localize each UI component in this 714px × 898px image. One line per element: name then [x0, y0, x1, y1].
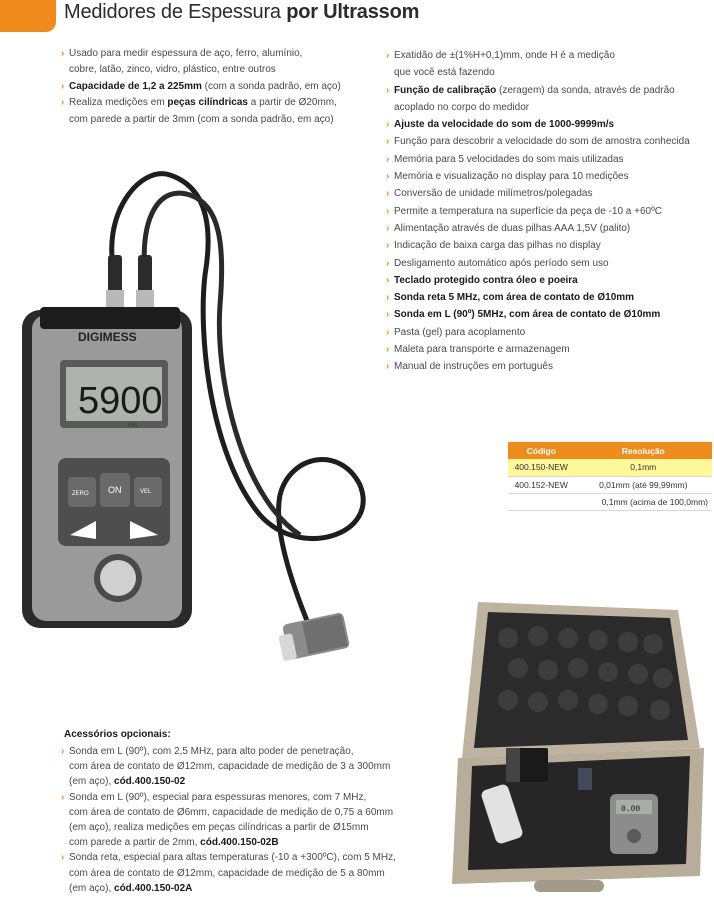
table-cell-resolution: 0,1mm [575, 459, 712, 476]
device-on-button: ON [108, 485, 122, 495]
table-cell-code: 400.150-NEW [508, 459, 575, 476]
table-row [508, 476, 712, 493]
device-zero-button: ZERO [72, 491, 89, 497]
accessories-title: Acessórios opcionais: [64, 729, 171, 740]
carrying-case-image [438, 598, 710, 896]
table-row [508, 493, 712, 510]
table-cell-resolution: 0,01mm (até 99,99mm) [575, 476, 712, 493]
accessories-list [60, 744, 400, 896]
list-item: › Sonda em L (90º), com 2,5 MHz, para alto poder de penetração, com área de contato de Ø12mm, capacidade de medição de 3 a 300mm (em aço), cód.400.150-02 [60, 744, 400, 790]
list-item: › Ajuste da velocidade do som de 1000-9999m/s [385, 116, 705, 133]
device-brand-label: DIGIMESS [78, 330, 137, 344]
list-item: › Sonda em L (90º) 5MHz, com área de contato de Ø10mm [385, 306, 705, 323]
list-item: › Sonda em L (90º), especial para espessuras menores, com 7 MHz, com área de contato de Ø6mm, capacidade de medição de 0,75 a 60mm (em aço), realiza medições em peças cilíndricas a partir de Ø15mm com parede a partir de 2mm, cód.400.150-02B [60, 790, 400, 851]
device-display-value: 5900 [78, 380, 163, 422]
table-cell-resolution: 0,1mm (acima de 100,0mm) [575, 493, 712, 510]
table-header-row [508, 442, 712, 459]
table-cell-code: 400.152-NEW [508, 476, 575, 493]
table-cell-code [508, 493, 575, 510]
list-item: › Sonda reta, especial para altas temperaturas (-10 a +300ºC), com 5 MHz, com área de contato de Ø12mm, capacidade de medição de 5 a 80mm (em aço), cód.400.150-02A [60, 850, 400, 896]
list-item: › Exatidão de ±(1%H+0,1)mm, onde H é a medição que você está fazendo [385, 47, 705, 82]
page-title: Medidores de Espessura por Ultrassom [64, 1, 420, 23]
column-header-code: Código [508, 442, 575, 459]
list-item: › Memória para 5 velocidades do som mais utilizadas [385, 151, 705, 168]
list-item: › Desligamento automático após período sem uso [385, 255, 705, 272]
spec-table [508, 442, 712, 511]
list-item: › Capacidade de 1,2 a 225mm (com a sonda padrão, em aço) [60, 79, 370, 95]
list-item: › Maleta para transporte e armazenagem [385, 341, 705, 358]
features-list-right [385, 47, 705, 376]
case-device-display: 0.00 [621, 805, 641, 814]
list-item: › Indicação de baixa carga das pilhas no display [385, 237, 705, 254]
list-item: › Usado para medir espessura de aço, ferro, alumínio, cobre, latão, zinco, vidro, plástico, entre outros [60, 46, 370, 79]
list-item: › Pasta (gel) para acoplamento [385, 324, 705, 341]
list-item: › Permite a temperatura na superfície da peça de -10 a +60ºC [385, 203, 705, 220]
list-item: › Realiza medições em peças cilíndricas a partir de Ø20mm, com parede a partir de 3mm (com a sonda padrão, em aço) [60, 95, 370, 128]
list-item: › Memória e visualização no display para 10 medições [385, 168, 705, 185]
device-display-unit: m/s [128, 423, 138, 429]
list-item: › Função para descobrir a velocidade do som de amostra conhecida [385, 133, 705, 150]
table-row [508, 459, 712, 476]
features-list-left [60, 46, 370, 128]
column-header-resolution: Resolução [575, 442, 712, 459]
list-item: › Conversão de unidade milímetros/polegadas [385, 185, 705, 202]
section-tab [0, 0, 56, 32]
list-item: › Função de calibração (zeragem) da sonda, através de padrão acoplado no corpo do medidor [385, 82, 705, 117]
device-vel-button: VEL [140, 489, 152, 495]
thickness-gauge-image [0, 155, 380, 715]
list-item: › Sonda reta 5 MHz, com área de contato de Ø10mm [385, 289, 705, 306]
list-item: › Alimentação através de duas pilhas AAA 1,5V (palito) [385, 220, 705, 237]
list-item: › Manual de instruções em português [385, 358, 705, 375]
list-item: › Teclado protegido contra óleo e poeira [385, 272, 705, 289]
